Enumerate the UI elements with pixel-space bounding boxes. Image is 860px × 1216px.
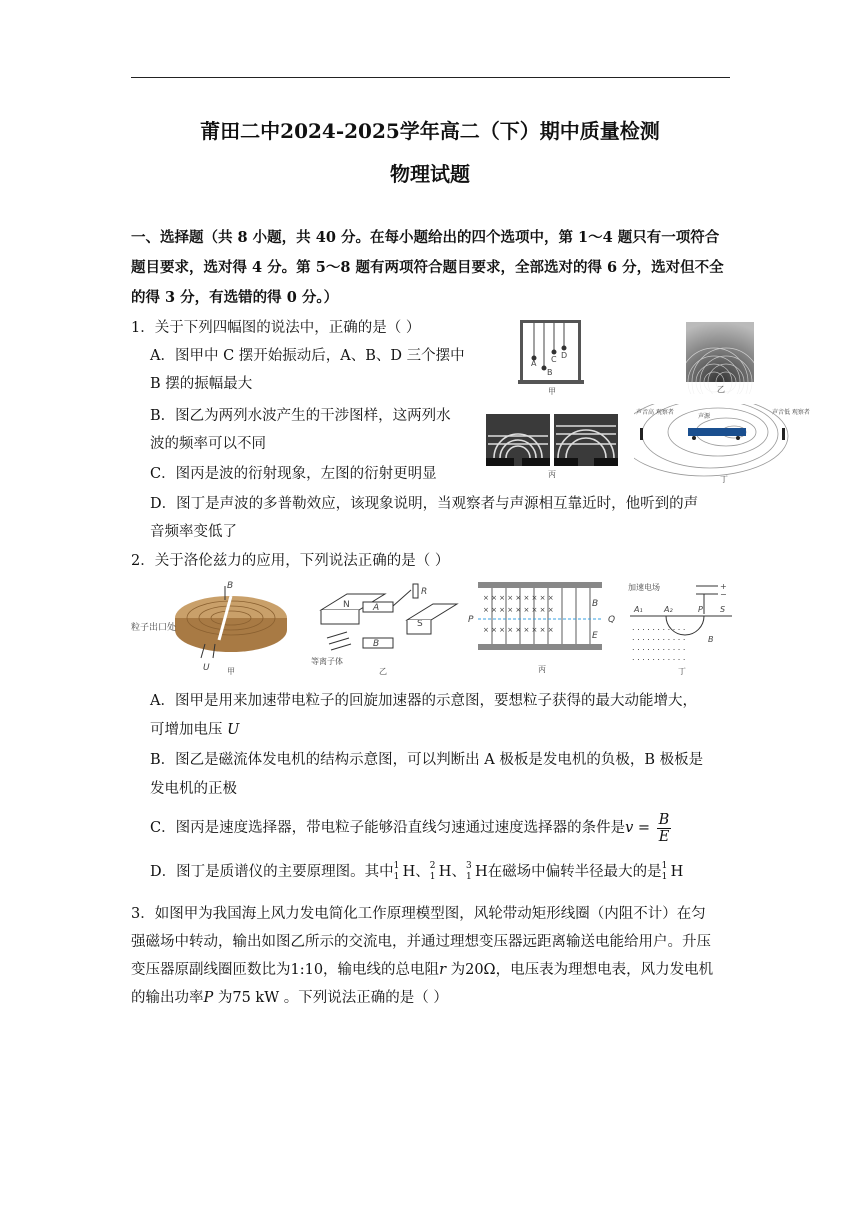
- ding-label-plus: +: [720, 582, 727, 591]
- ding-label-minus: −: [720, 590, 727, 599]
- jia-label-u: U: [203, 663, 210, 673]
- bing-label-b: B: [592, 599, 599, 609]
- q2-figure-ding-mass-spectrometer: [626, 580, 736, 678]
- jia-label-exit: 粒子出口处: [131, 623, 177, 633]
- q2-figure-bing-velocity-selector: [468, 580, 618, 676]
- caption-yi: 乙: [717, 385, 725, 394]
- ding-label-high: 声音高 观察者: [636, 409, 674, 416]
- isotope-3: 3 1: [465, 861, 472, 882]
- caption-ding: 丁: [720, 475, 728, 484]
- svg-text:× × × × × × × × ×: × × × × × × × × ×: [483, 606, 554, 614]
- isotope-answer: 1 1: [661, 861, 668, 882]
- isotope-2: 2 1: [429, 861, 436, 882]
- isotope-1: 1 1: [393, 861, 400, 882]
- q2-option-d: D．图丁是质谱仪的主要原理图。其中 1 1 H、 2 1 H、 3 1 H在磁场中偏转半径最大的是 1 1 H: [150, 861, 684, 882]
- svg-text:. . . . . . . . . . .: . . . . . . . . . . .: [632, 653, 686, 662]
- ding-label-accel: 加速电场: [628, 583, 660, 592]
- ding-label-a1: A₁: [634, 605, 643, 614]
- yi-label-r: R: [421, 587, 428, 597]
- q1-figure-yi-interference: [686, 322, 754, 394]
- q2-option-a-line2: 可增加电压 U: [150, 722, 240, 738]
- svg-text:. . . . . . . . . . .: . . . . . . . . . . .: [632, 633, 686, 642]
- q2-option-a-line1: A．图甲是用来加速带电粒子的回旋加速器的示意图，要想粒子获得的最大动能增大，: [150, 693, 697, 709]
- ding-label-low: 声音低 观察者: [772, 409, 810, 416]
- ding-label-s: S: [720, 605, 726, 614]
- svg-text:. . . . . . . . . . .: . . . . . . . . . . .: [632, 623, 686, 632]
- q1-figure-ding-doppler: [634, 404, 812, 486]
- q3-line-3: 变压器原副线圈匝数比为1:10，输电线的总电阻r 为20Ω，电压表为理想电表，风力发电机: [131, 962, 714, 978]
- caption-jia-2: 甲: [227, 667, 235, 676]
- ding-label-b: B: [708, 635, 714, 644]
- q1-option-d-line2: 音频率变低了: [150, 524, 237, 540]
- q1-option-b-line2: 波的频率可以不同: [150, 436, 266, 452]
- q2-option-b-line1: B．图乙是磁流体发电机的结构示意图，可以判断出 A 极板是发电机的负极，B 极板是: [150, 752, 704, 768]
- exam-subtitle: 物理试题: [390, 162, 470, 186]
- section-heading-line-2: 题目要求，选对得 4 分。第 5～8 题有两项符合题目要求，全部选对的得 6 分，选对但不全: [131, 259, 724, 276]
- yi-label-n: N: [343, 600, 350, 610]
- header-rule: [131, 77, 730, 78]
- q1-option-d-line1: D．图丁是声波的多普勒效应，该现象说明，当观察者与声源相互靠近时，他听到的声: [150, 496, 699, 512]
- caption-bing: 丙: [548, 470, 556, 479]
- svg-text:× × × × × × × × ×: × × × × × × × × ×: [483, 626, 554, 634]
- yi-label-s: S: [417, 619, 423, 629]
- exam-title: 莆田二中2024-2025学年高二（下）期中质量检测: [200, 119, 660, 143]
- q1-figure-bing-diffraction: [486, 414, 632, 480]
- caption-jia: 甲: [548, 387, 556, 396]
- caption-bing-2: 丙: [538, 665, 546, 674]
- q2-figure-jia-cyclotron: [131, 578, 291, 676]
- bing-label-q: Q: [608, 615, 616, 625]
- svg-text:× × × × × × × × ×: × × × × × × × × ×: [483, 594, 554, 602]
- q2-option-c: C．图丙是速度选择器，带电粒子能够沿直线匀速通过速度选择器的条件是v = $\frac{B}{E}$: [150, 811, 670, 845]
- q3-line-2: 强磁场中转动，输出如图乙所示的交流电，并通过理想变压器远距离输送电能给用户。升压: [131, 934, 711, 950]
- yi-label-plasma: 等离子体: [311, 657, 343, 666]
- fraction-b-over-e: $\frac{B}{E}$: [658, 811, 670, 845]
- q1-option-a-line2: B 摆的振幅最大: [150, 376, 253, 392]
- section-heading-line-1: 一、选择题（共 8 小题，共 40 分。在每小题给出的四个选项中，第 1～4 题只有一项符合: [131, 229, 720, 246]
- ding-label-source: 声源: [698, 413, 711, 420]
- q1-stem: 1．关于下列四幅图的说法中，正确的是（ ）: [131, 320, 421, 336]
- q2-figure-yi-mhd-generator: [307, 580, 459, 676]
- pendulum-label-b: B: [547, 368, 553, 377]
- pendulum-label-a: A: [531, 359, 537, 368]
- section-heading-line-3: 的得 3 分，有选错的得 0 分。）: [131, 289, 339, 306]
- q1-figure-jia-pendulums: [514, 318, 590, 398]
- yi-label-b: B: [373, 639, 380, 649]
- q2-option-b-line2: 发电机的正极: [150, 781, 237, 797]
- ding-label-a2: A₂: [664, 605, 673, 614]
- caption-ding-2: 丁: [678, 667, 686, 676]
- q3-line-4: 的输出功率P 为75 kW 。下列说法正确的是（ ）: [131, 990, 448, 1006]
- bing-label-p: P: [468, 615, 474, 625]
- caption-yi-2: 乙: [379, 667, 387, 676]
- svg-text:. . . . . . . . . . .: . . . . . . . . . . .: [632, 643, 686, 652]
- q1-option-b-line1: B．图乙为两列水波产生的干涉图样，这两列水: [150, 408, 451, 424]
- pendulum-label-c: C: [551, 355, 557, 364]
- bing-label-e: E: [592, 631, 598, 641]
- jia-label-b: B: [227, 581, 234, 591]
- q1-option-c: C．图丙是波的衍射现象，左图的衍射更明显: [150, 466, 437, 482]
- q2-stem: 2．关于洛伦兹力的应用，下列说法正确的是（ ）: [131, 553, 450, 569]
- yi-label-a: A: [373, 603, 380, 613]
- q3-line-1: 3．如图甲为我国海上风力发电简化工作原理模型图，风轮带动矩形线圈（内阻不计）在匀: [131, 906, 706, 922]
- pendulum-label-d: D: [561, 351, 568, 360]
- ding-label-p: P: [698, 605, 703, 614]
- q1-option-a-line1: A．图甲中 C 摆开始振动后，A、B、D 三个摆中: [150, 348, 465, 364]
